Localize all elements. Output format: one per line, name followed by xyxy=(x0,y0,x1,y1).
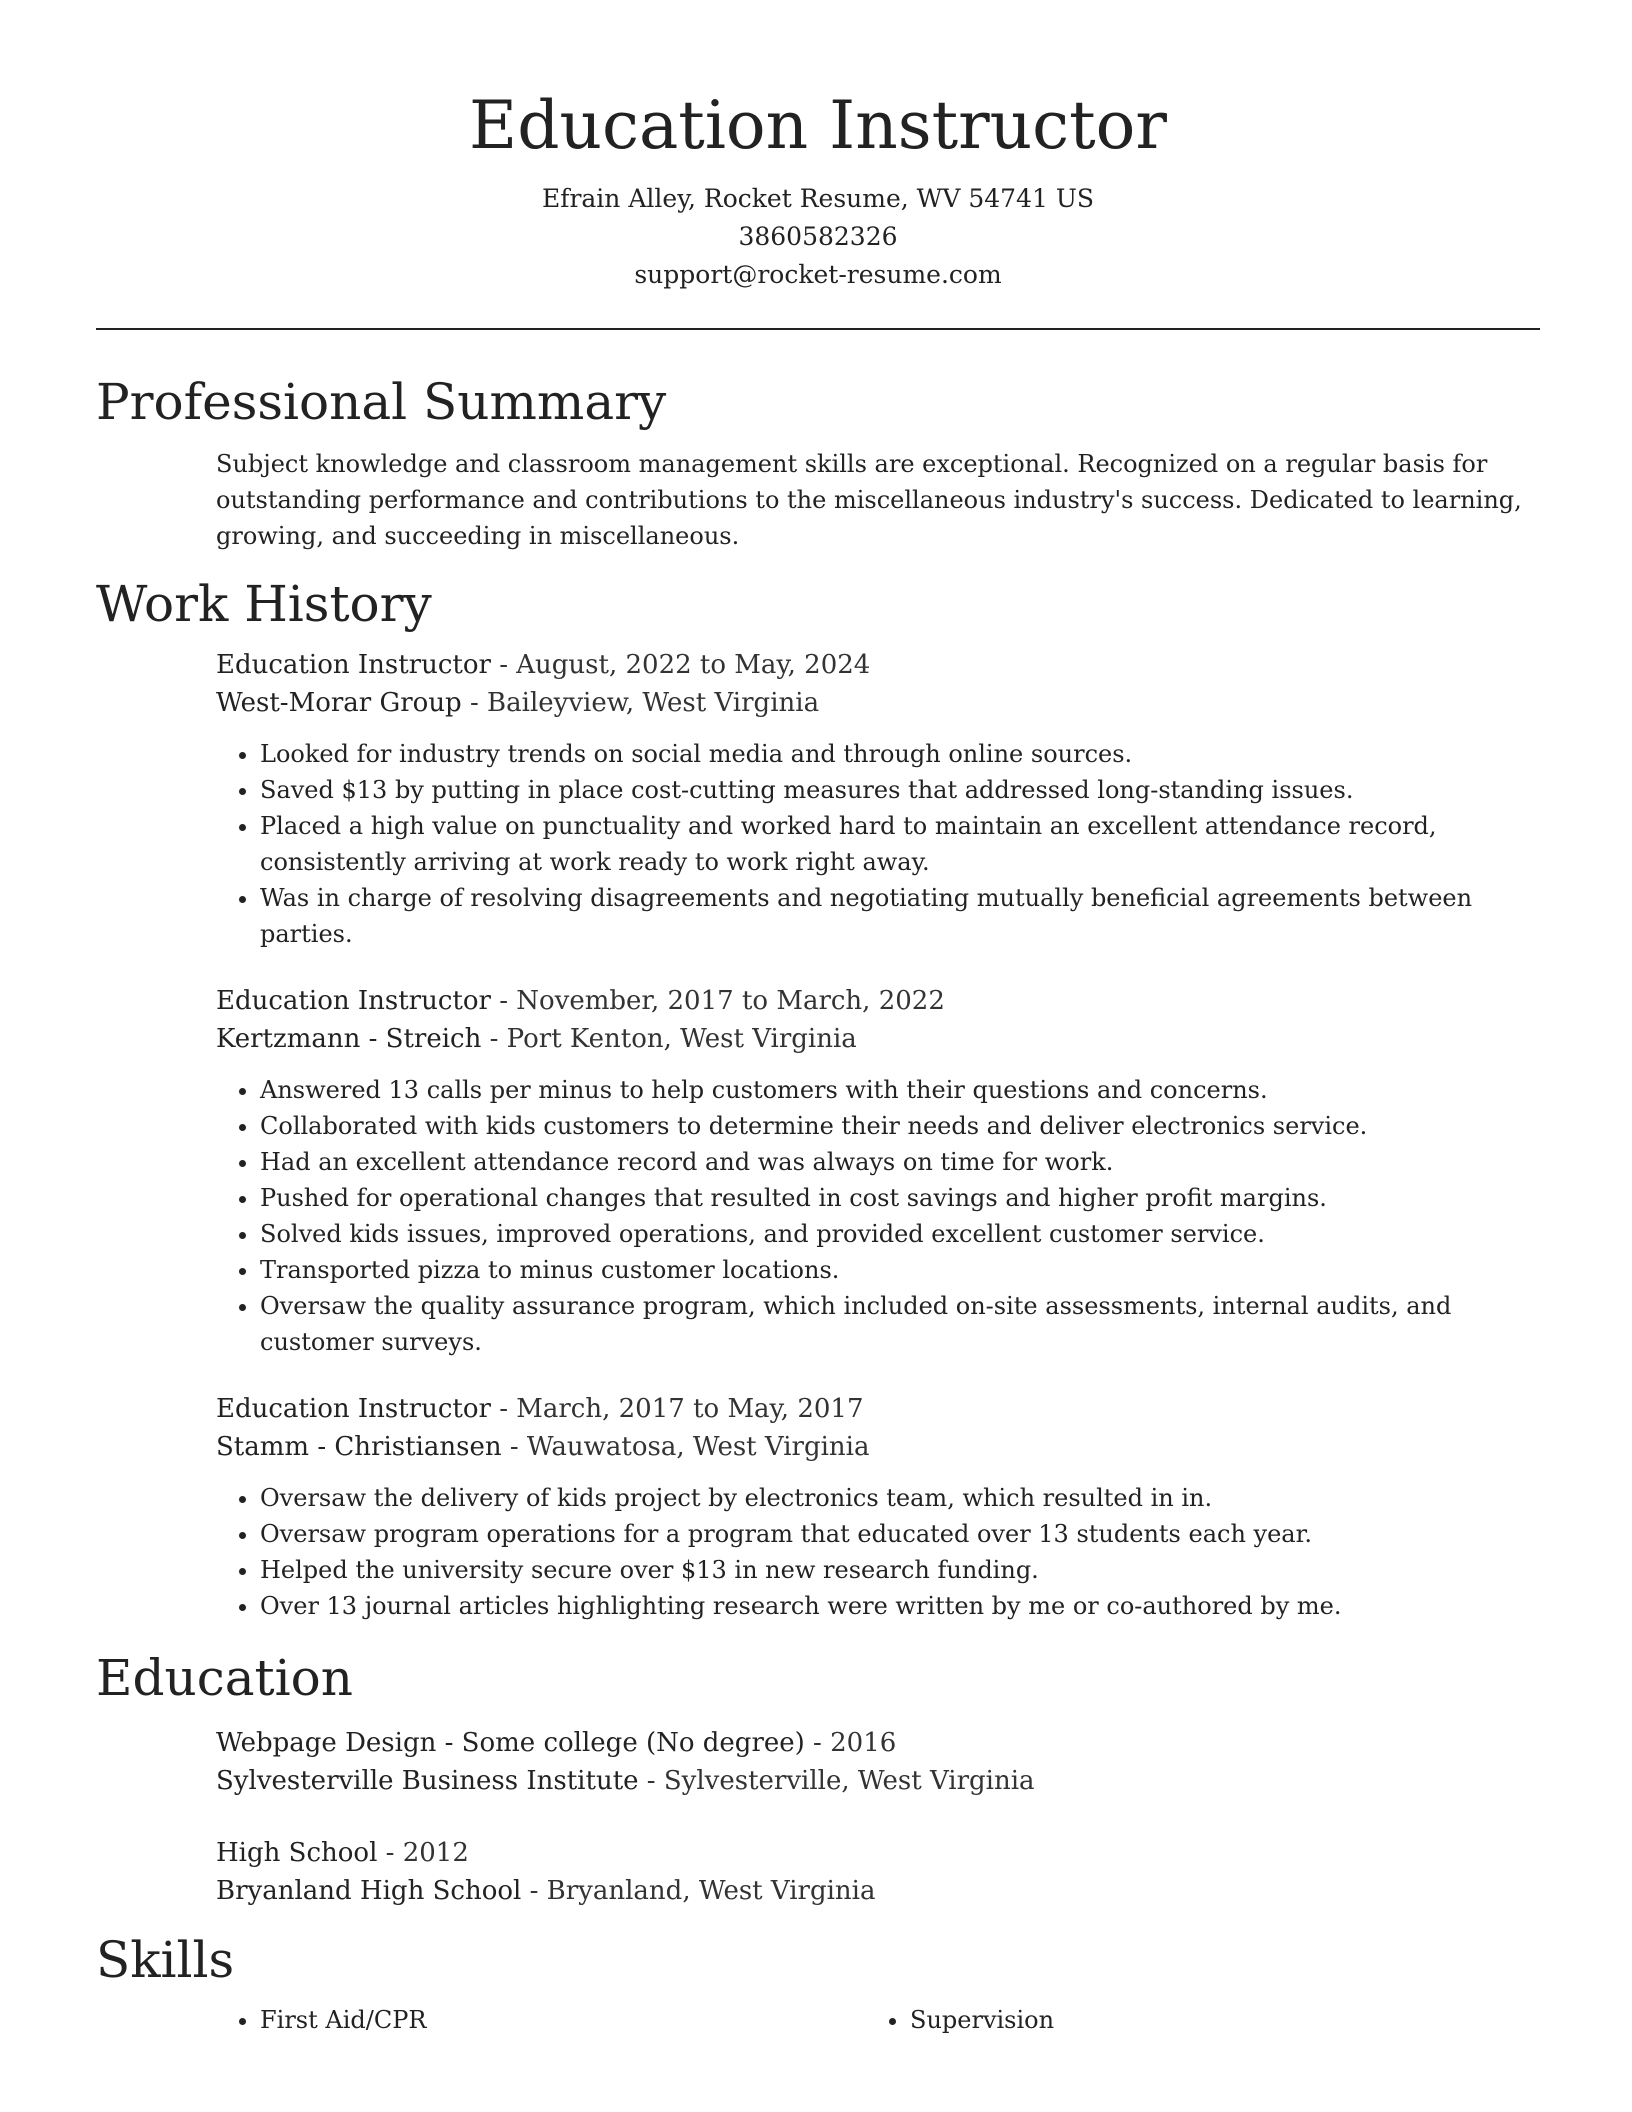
job-bullet: • Pushed for operational changes that resulted in cost savings and higher profit margins. xyxy=(260,1180,1540,1216)
education-degree-line xyxy=(216,1724,1540,1762)
contact-email: support@rocket-resume.com xyxy=(634,260,1002,289)
section-title-education: Education xyxy=(96,1649,353,1707)
contact-block xyxy=(96,180,1540,294)
job-title-line xyxy=(216,1390,1540,1428)
education-entry xyxy=(216,1834,1540,1910)
job-bullet: • Transported pizza to minus customer locations. xyxy=(260,1252,1540,1288)
section-title-summary: Professional Summary xyxy=(96,373,667,431)
job-location: - Port Kenton, West Virginia xyxy=(481,1024,857,1054)
section-title-work-history: Work History xyxy=(96,575,432,633)
contact-phone: 3860582326 xyxy=(738,222,898,251)
education-school: Bryanland High School xyxy=(216,1876,522,1906)
education-degree-line xyxy=(216,1834,1540,1872)
job-entry xyxy=(216,1390,1540,1624)
job-entry xyxy=(216,982,1540,1360)
job-company-line xyxy=(216,1020,1540,1058)
education-location: - Bryanland, West Virginia xyxy=(521,1876,876,1906)
skill-item: • First Aid/CPR xyxy=(260,2002,866,2038)
skill-item: • Supervision xyxy=(910,2002,1516,2038)
resume-page xyxy=(96,0,1540,2038)
education-school-line xyxy=(216,1762,1540,1800)
job-bullet: • Had an excellent attendance record and was always on time for work. xyxy=(260,1144,1540,1180)
job-company: Kertzmann - Streich xyxy=(216,1024,482,1054)
job-bullets xyxy=(216,1480,1540,1624)
job-bullets xyxy=(216,736,1540,952)
job-position: Education Instructor xyxy=(216,986,491,1016)
job-title-line xyxy=(216,982,1540,1020)
education-school-line xyxy=(216,1872,1540,1910)
skills-column-right xyxy=(866,2002,1516,2038)
resume-header xyxy=(96,0,1540,294)
job-bullet: • Oversaw program operations for a program that educated over 13 students each year. xyxy=(260,1516,1540,1552)
job-company: Stamm - Christiansen xyxy=(216,1432,502,1462)
job-position: Education Instructor xyxy=(216,1394,491,1424)
skills-grid xyxy=(216,2002,1536,2038)
job-dates: - August, 2022 to May, 2024 xyxy=(490,650,871,680)
job-bullet: • Solved kids issues, improved operations, and provided excellent customer service. xyxy=(260,1216,1540,1252)
job-bullet: • Placed a high value on punctuality and worked hard to maintain an excellent attendance record, consistently arriving at work ready to work right away. xyxy=(260,808,1540,880)
job-title-line xyxy=(216,646,1540,684)
job-bullet: • Was in charge of resolving disagreements and negotiating mutually beneficial agreements between parties. xyxy=(260,880,1540,952)
education-year: - 2012 xyxy=(377,1838,469,1868)
job-position: Education Instructor xyxy=(216,650,491,680)
skills-column-left xyxy=(216,2002,866,2038)
education-school: Sylvesterville Business Institute xyxy=(216,1766,639,1796)
job-company-line xyxy=(216,684,1540,722)
education-degree: High School xyxy=(216,1838,378,1868)
education-entry xyxy=(216,1724,1540,1800)
job-bullet: • Looked for industry trends on social media and through online sources. xyxy=(260,736,1540,772)
job-bullet: • Over 13 journal articles highlighting research were written by me or co-authored by me. xyxy=(260,1588,1540,1624)
education-location: - Sylvesterville, West Virginia xyxy=(638,1766,1035,1796)
job-bullet: • Saved $13 by putting in place cost-cutting measures that addressed long-standing issues. xyxy=(260,772,1540,808)
job-entry xyxy=(216,646,1540,952)
job-dates: - November, 2017 to March, 2022 xyxy=(490,986,945,1016)
job-company-line xyxy=(216,1428,1540,1466)
job-bullets xyxy=(216,1072,1540,1360)
education-list xyxy=(216,1724,1540,1910)
job-bullet: • Helped the university secure over $13 in new research funding. xyxy=(260,1552,1540,1588)
job-bullet: • Oversaw the delivery of kids project by electronics team, which resulted in in. xyxy=(260,1480,1540,1516)
job-bullet: • Oversaw the quality assurance program, which included on-site assessments, internal audits, and customer surveys. xyxy=(260,1288,1540,1360)
job-location: - Wauwatosa, West Virginia xyxy=(501,1432,870,1462)
contact-address: Efrain Alley, Rocket Resume, WV 54741 US xyxy=(541,184,1095,213)
work-history-list xyxy=(216,646,1540,1624)
section-title-skills: Skills xyxy=(96,1931,235,1989)
job-company: West-Morar Group xyxy=(216,688,462,718)
education-year: - 2016 xyxy=(804,1728,897,1758)
job-bullet: • Answered 13 calls per minus to help customers with their questions and concerns. xyxy=(260,1072,1540,1108)
job-bullet: • Collaborated with kids customers to determine their needs and deliver electronics service. xyxy=(260,1108,1540,1144)
education-degree: Webpage Design - Some college (No degree) xyxy=(216,1728,805,1758)
job-location: - Baileyview, West Virginia xyxy=(461,688,820,718)
header-divider xyxy=(96,328,1540,330)
resume-name: Education Instructor xyxy=(469,87,1167,164)
summary-text: Subject knowledge and classroom management skills are exceptional. Recognized on a regular basis for outstanding performance and contributions to the miscellaneous industry's success. Dedicated to learning, growing, and succeeding in miscellaneous. xyxy=(216,450,1522,550)
job-dates: - March, 2017 to May, 2017 xyxy=(490,1394,864,1424)
